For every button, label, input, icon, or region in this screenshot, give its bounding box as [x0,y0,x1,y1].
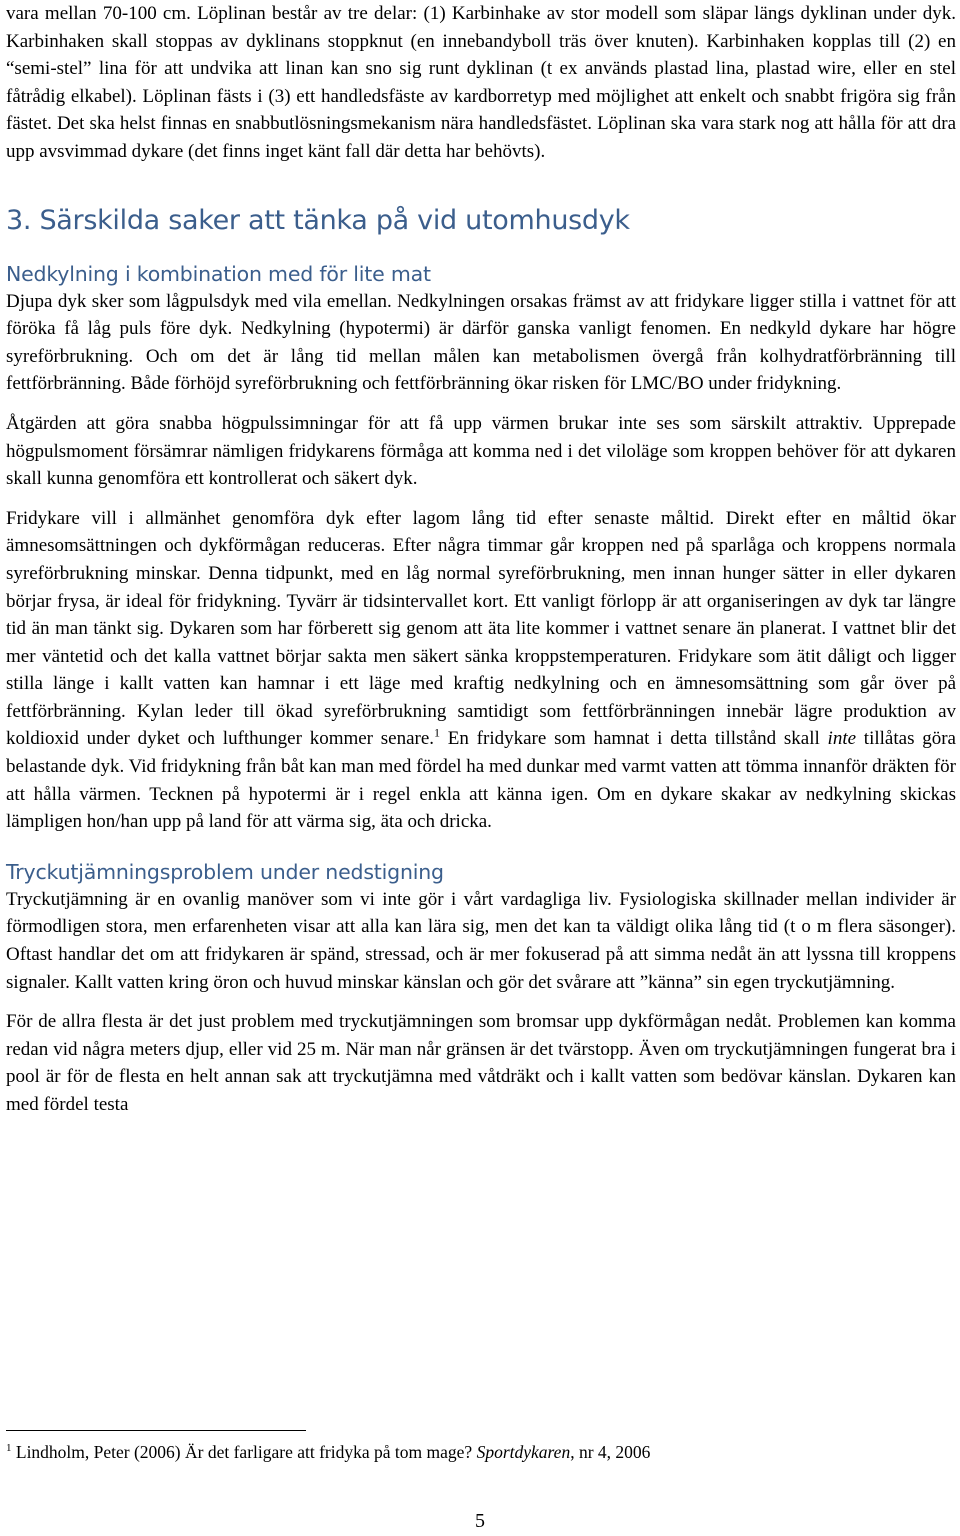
section-heading: 3. Särskilda saker att tänka på vid utomhusdyk [6,204,630,236]
paragraph-tryckutjamning-2: För de allra flesta är det just problem med tryckutjämningen som bromsar upp dykförmågan nedåt. Problemen kan komma redan vid några meters djup, eller vid 25 m. När man når gränsen är det tvärstopp. Även om tryckutjämningen fungerat bra i pool är för de flesta en helt annan sak att tryckutjämna med våtdräkt och i kallt vatten som bedövar känslan. Dykaren kan med fördel testa [6,1011,956,1115]
footnote-tail: , nr 4, 2006 [570,1442,651,1462]
emphasis-text: inte [827,728,857,750]
subheading-tryckutjamning: Tryckutjämningsproblem under nedstigning [6,859,444,884]
footnote-journal: Sportdykaren [476,1442,571,1462]
paragraph-text: En fridykare som hamnat i detta tillstånd skall [440,728,828,750]
paragraph-nedkylning-3 [6,505,956,836]
footnote-text: Lindholm, Peter (2006) Är det farligare att fridyka på tom mage? [11,1442,477,1462]
footnote [6,1440,956,1464]
footnote-number: 1 [6,1442,12,1455]
paragraph-text: Fridykare vill i allmänhet genomföra dyk efter lagom lång tid efter senaste måltid. Direkt efter en måltid ökar ämnesomsättningen och dykförmågan reduceras. Efter några timmar går kroppen ned på sparlåga och kroppens normala syreförbrukning minskar. Denna tidpunkt, med en låg normal syreförbrukning, men innan hunger sätter in eller dykaren börjar frysa, är ideal för fridykning. Tyvärr är tidsintervallet kort. Ett vanligt förlopp är att organiseringen av dyk tar längre tid än man tänkt sig. Dykaren som har förberett sig genom att äta lite kommer i vattnet senare än planerat. I vattnet blir det mer väntetid och det kalla vattnet börjar sakta men säkert sänka kroppstemperaturen. Fridykare som ätit dåligt och ligger stilla länge i kallt vatten kan hamnar i ett läge med kraftig nedkylning och en ämnesomsättning som går över på fettförbränning. Kylan leder till ökad syreförbrukning samtidigt som fettförbränningen innebär lägre produktion av koldioxid under dyket och lufthunger kommer senare. [6,507,956,750]
intro-paragraph: vara mellan 70-100 cm. Löplinan består av tre delar: (1) Karbinhake av stor modell som släpar längs dyklinan under dyk. Karbinhaken skall stoppas av dyklinans stoppknut (en innebandyboll träs över knuten). Karbinhaken kopplas till (2) en “semi-stel” lina för att undvika att linan kan sno sig runt dyklinan (t ex används plastad lina, plastad wire, eller en stel fåtrådig elkabel). Löplinan fästs i (3) ett handledsfäste av kardborretyp med möjlighet att enkelt och snabbt frigöra sig från fästet. Det ska helst finnas en snabbutlösningsmekanism nära handledsfästet. Löplinan ska vara stark nog att hålla för att dra upp avsvimmad dykare (det finns inget känt fall där detta har behövts). [6,3,956,162]
document-page [6,0,956,1119]
paragraph-nedkylning-1: Djupa dyk sker som lågpulsdyk med vila emellan. Nedkylningen orsakas främst av att fridykare ligger stilla i vattnet för att föröka få låg puls före dyk. Nedkylning (hypotermi) är därför ganska vanligt fenomen. En nedkyld dykare har högre syreförbrukning. Och om det är lång tid mellan målen kan metabolismen övergå från kolhydratförbränning till fettförbränning. Både förhöjd syreförbrukning och fettförbränning ökar risken för LMC/BO under fridykning. [6,290,956,395]
paragraph-text: tillåtas göra belastande dyk. Vid fridykning från båt kan man med fördel ha med dunkar med varmt vatten att tömma innanför dräkten för att hålla värmen. Tecknen på hypotermi är i regel enkla att känna igen. Om en dykare skakar av nedkylning skickas lämpligen hon/han upp på land för att värma sig, äta och dricka. [6,728,956,833]
paragraph-tryckutjamning-1: Tryckutjämning är en ovanlig manöver som vi inte gör i vårt vardagliga liv. Fysiologiska skillnader mellan individer är förmodligen stora, men erfarenheten visar att alla kan lära sig, men det kan ta väldigt olika lång tid (t o m flera säsonger). Oftast handlar det om att fridykaren är spänd, stressad, och är mer fokuserad på att simma nedåt än att lyssna till kroppens signaler. Kallt vatten kring öron och huvud minskar känslan och gör det svårare att ”känna” sin egen tryckutjämning. [6,888,956,993]
footnote-reference: 1 [434,726,441,741]
page-number: 5 [475,1510,485,1532]
subheading-nedkylning: Nedkylning i kombination med för lite mat [6,261,431,286]
paragraph-nedkylning-2: Åtgärden att göra snabba högpulssimningar för att få upp värmen brukar inte ses som särskilt attraktiv. Upprepade högpulsmoment försämrar nämligen fridykarens förmåga att komma ned i det viloläge som kroppen behöver för att dykaren skall kunna genomföra ett kontrollerat och säkert dyk. [6,412,956,490]
footnote-divider [6,1430,306,1431]
